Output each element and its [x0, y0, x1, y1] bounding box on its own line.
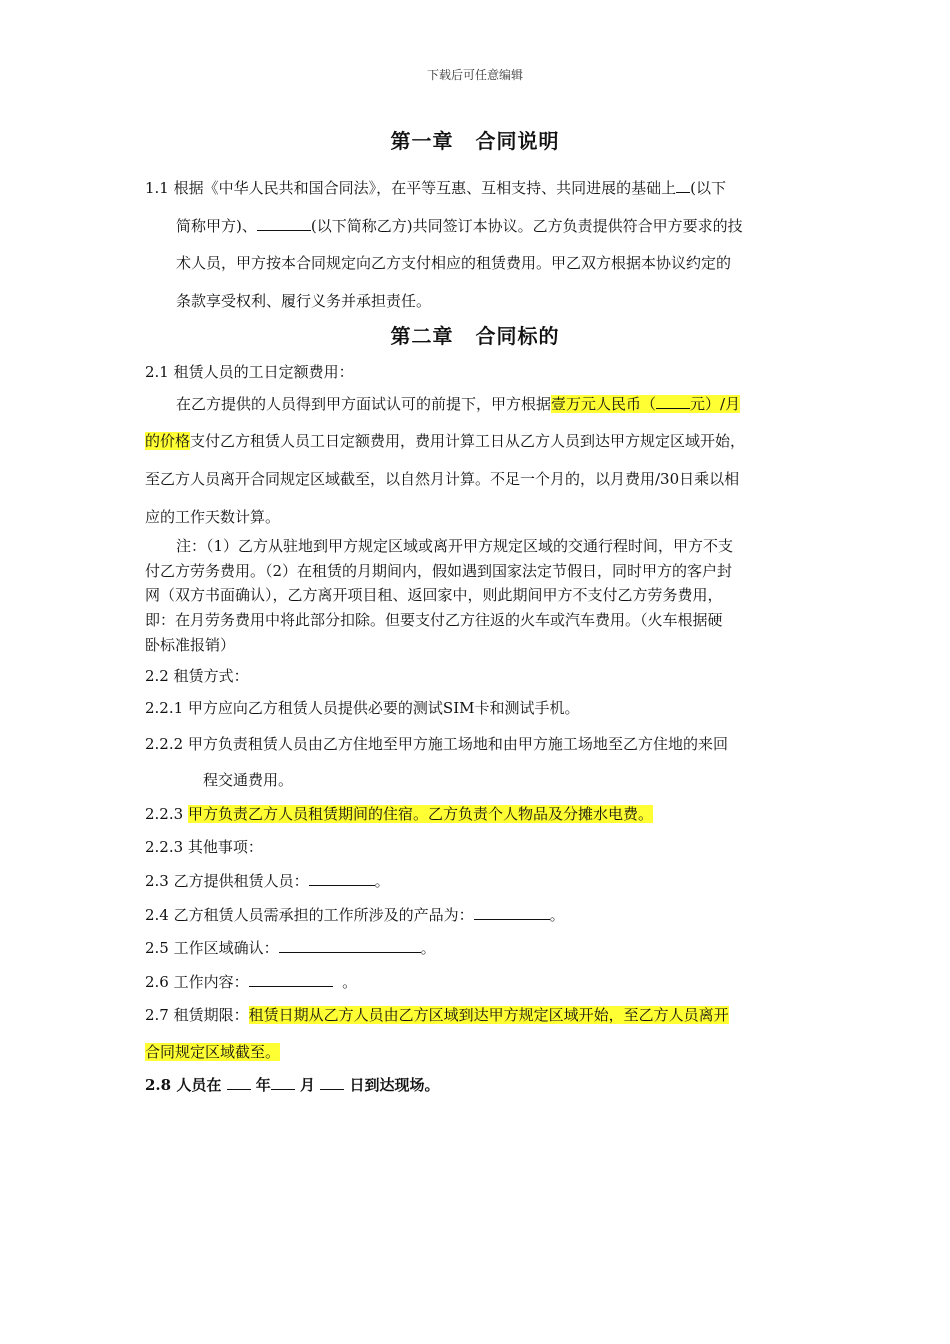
clause-2-2-1: 2.2.1 甲方应向乙方租赁人员提供必要的测试SIM卡和测试手机。 [145, 699, 580, 717]
clause-2-1-line-1 [176, 393, 740, 414]
clause-2-2-heading: 2.2 租赁方式： [145, 667, 249, 685]
chapter-2-heading [0, 320, 950, 349]
year-blank [227, 1075, 251, 1090]
clause-2-1-line-2 [145, 430, 745, 451]
note-line-3: 网（双方书面确认），乙方离开项目租、返回家中，则此期间甲方不支付乙方劳务费用， [145, 586, 723, 604]
clause-2-8: 2.8 人员在 年 月 日到达现场。 [145, 1076, 440, 1094]
chapter-1-title: 合同说明 [475, 129, 560, 153]
highlighted-price-tail: 的价格 [145, 432, 191, 450]
clause-2-1-line-3: 至乙方人员离开合同规定区域截至，以自然月计算。不足一个月的，以月费用/30日乘以相 [145, 470, 740, 488]
note-line-1: 注：（1）乙方从驻地到甲方规定区域或离开甲方规定区域的交通行程时间，甲方不支 [176, 537, 734, 555]
highlighted-lease-term-tail: 合同规定区域截至。 [145, 1043, 281, 1061]
clause-1-1-line-1 [145, 177, 726, 198]
clause-1-1-text: 简称甲方)、 [176, 217, 257, 235]
work-area-blank [279, 938, 421, 953]
day-blank [320, 1075, 344, 1090]
clause-2-6: 2.6 工作内容： 。 [145, 973, 358, 991]
party-a-blank [676, 178, 690, 193]
clause-2-1-line-4: 应的工作天数计算。 [145, 508, 281, 526]
chapter-1-number: 第一章 [390, 129, 454, 153]
clause-2-1-text: 支付乙方租赁人员工日定额费用，费用计算工日从乙方人员到达甲方规定区域开始， [190, 432, 746, 450]
highlighted-lease-term: 租赁日期从乙方人员由乙方区域到达甲方规定区域开始，至乙方人员离开 [248, 1006, 729, 1024]
clause-1-1-line-4: 条款享受权利、履行义务并承担责任。 [176, 292, 432, 310]
clause-1-1-text: (以下简称乙方)共同签订本协议。乙方负责提供符合甲方要求的技 [310, 217, 743, 235]
chapter-2-title: 合同标的 [475, 324, 560, 348]
clause-2-7-line-1: 2.7 租赁期限：租赁日期从乙方人员由乙方区域到达甲方规定区域开始，至乙方人员离开 [145, 1006, 729, 1024]
party-b-blank [257, 216, 311, 231]
highlighted-accommodation-text: 甲方负责乙方人员租赁期间的住宿。乙方负责个人物品及分摊水电费。 [187, 805, 653, 823]
clause-2-1-heading: 2.1 租赁人员的工日定额费用： [145, 363, 354, 381]
clause-2-2-2-line-1: 2.2.2 甲方负责租赁人员由乙方住地至甲方施工场地和由甲方施工场地至乙方住地的来回 [145, 735, 728, 753]
header-note: 下载后可任意编辑 [426, 68, 523, 82]
clause-number: 2.2.3 [145, 805, 184, 823]
note-line-4: 即：在月劳务费用中将此部分扣除。但要支付乙方往返的火车或汽车费用。（火车根据硬 [145, 611, 723, 629]
clause-1-1-line-3: 术人员，甲方按本合同规定向乙方支付相应的租赁费用。甲乙双方根据本协议约定的 [176, 254, 732, 272]
clause-2-2-3-accommodation [145, 803, 653, 824]
clause-2-7-line-2 [145, 1041, 280, 1062]
month-blank [271, 1075, 295, 1090]
note-line-5: 卧标准报销） [145, 636, 236, 654]
clause-1-1-line-2 [176, 215, 743, 236]
highlighted-price: 壹万元人民币（ 元）/月 [551, 395, 741, 413]
personnel-blank [309, 871, 375, 886]
clause-1-1-text-tail: (以下 [690, 179, 726, 197]
chapter-1-heading [0, 125, 950, 154]
clause-1-1-text: 1.1 根据《中华人民共和国合同法》，在平等互惠、互相支持、共同进展的基础上 [145, 179, 677, 197]
work-content-blank [249, 972, 333, 987]
clause-2-4: 2.4 乙方租赁人员需承担的工作所涉及的产品为： 。 [145, 906, 565, 924]
clause-2-5: 2.5 工作区域确认： 。 [145, 939, 436, 957]
note-line-2: 付乙方劳务费用。（2）在租赁的月期间内，假如遇到国家法定节假日，同时甲方的客户封 [145, 562, 733, 580]
clause-2-3: 2.3 乙方提供租赁人员： 。 [145, 872, 390, 890]
clause-2-2-2-line-2: 程交通费用。 [203, 771, 294, 789]
chapter-2-number: 第二章 [390, 324, 454, 348]
product-blank [474, 905, 550, 920]
price-blank [656, 394, 690, 409]
clause-2-2-3-other: 2.2.3 其他事项： [145, 838, 263, 856]
clause-2-1-text: 在乙方提供的人员得到甲方面试认可的前提下，甲方根据 [176, 395, 552, 413]
